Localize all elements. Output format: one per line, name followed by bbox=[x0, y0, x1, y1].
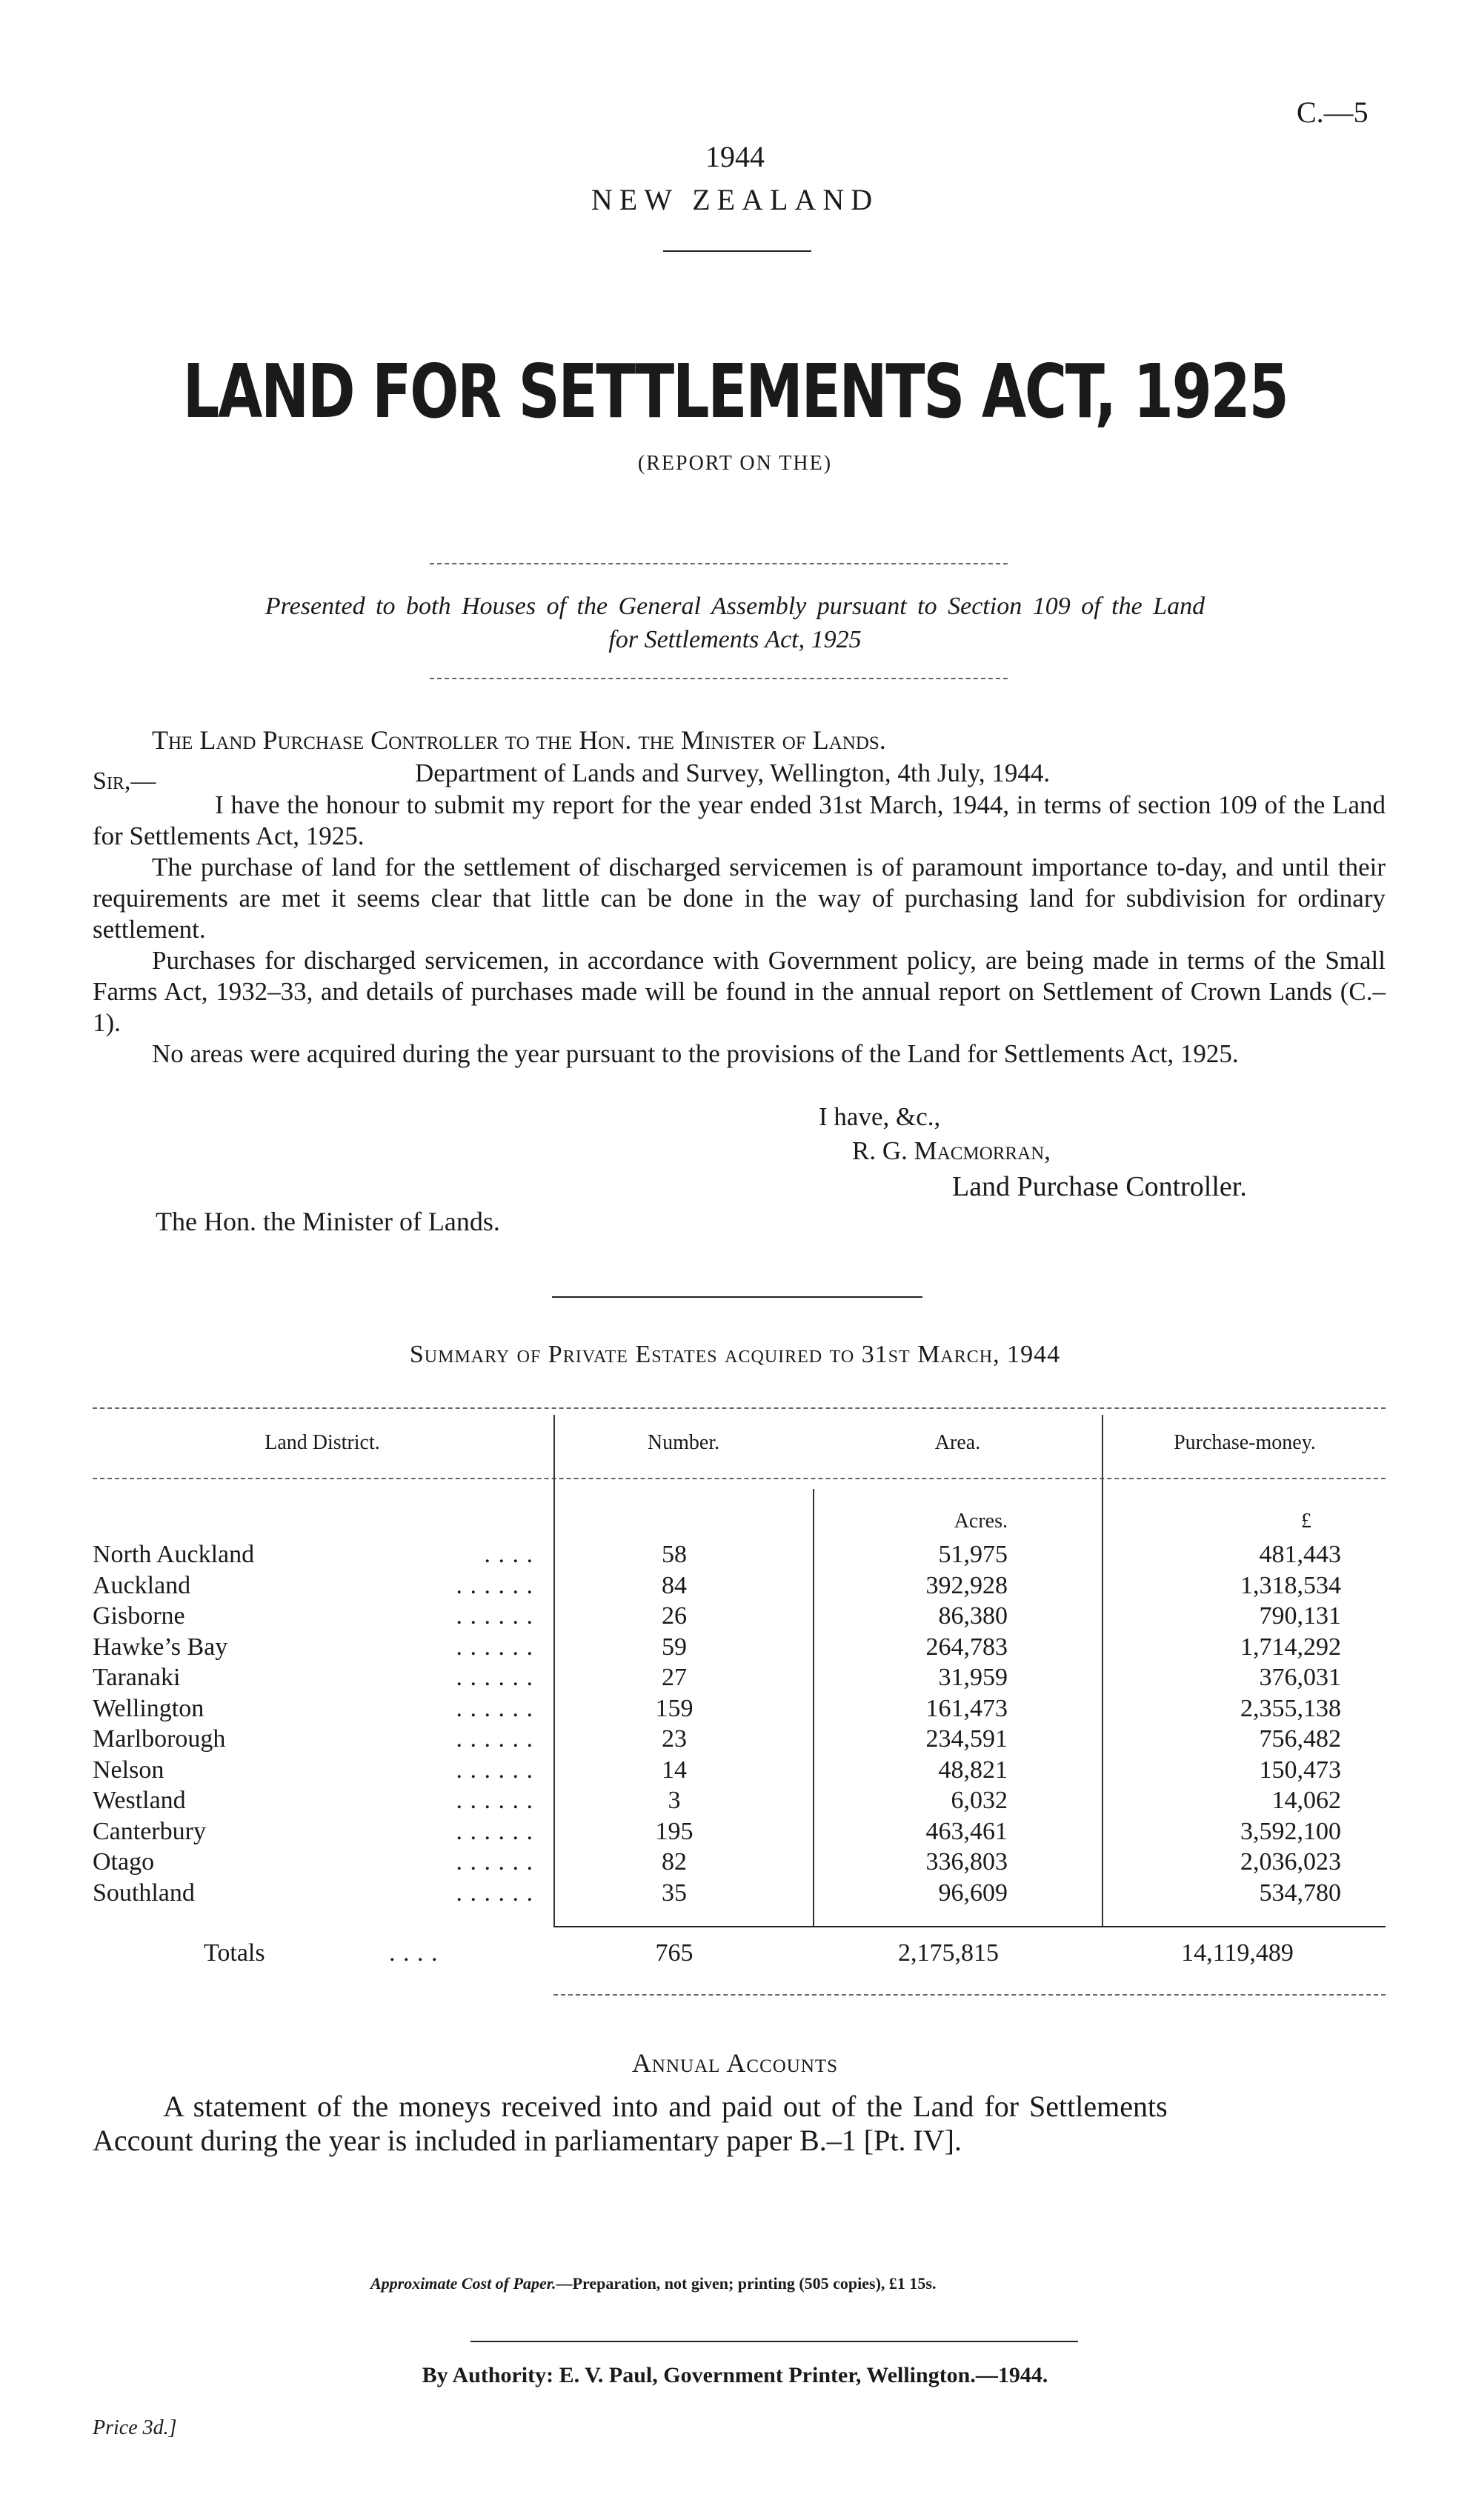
number-cell: 27 bbox=[662, 1664, 687, 1691]
number-cell: 26 bbox=[662, 1602, 687, 1630]
money-cell: 1,318,534 bbox=[1240, 1571, 1341, 1599]
area-cell: 161,473 bbox=[925, 1694, 1008, 1722]
table-top-rule bbox=[93, 1407, 1386, 1409]
leader-dots: . . . . . . bbox=[456, 1725, 533, 1753]
money-cell: 1,714,292 bbox=[1240, 1633, 1341, 1661]
column-header-area: Area. bbox=[934, 1431, 981, 1454]
district-cell: Gisborne bbox=[93, 1602, 185, 1630]
money-cell: 481,443 bbox=[1259, 1541, 1341, 1568]
money-cell: 150,473 bbox=[1259, 1756, 1341, 1784]
number-cell: 59 bbox=[662, 1633, 687, 1661]
area-cell: 6,032 bbox=[951, 1787, 1008, 1814]
totals-row bbox=[93, 1939, 1386, 1970]
area-cell: 264,783 bbox=[925, 1633, 1008, 1661]
presented-rule-bottom bbox=[430, 678, 1008, 679]
number-cell: 195 bbox=[655, 1817, 694, 1845]
letter-salutation: Sir,— bbox=[93, 767, 156, 795]
leader-dots: . . . . . . bbox=[456, 1787, 533, 1814]
district-cell: Nelson bbox=[93, 1756, 164, 1784]
district-cell: North Auckland bbox=[93, 1541, 255, 1568]
totals-leader: . . . . bbox=[389, 1939, 439, 1967]
footer-rule bbox=[470, 2341, 1078, 2342]
column-header-number: Number. bbox=[647, 1431, 720, 1454]
letter-paragraph-1: I have the honour to submit my report for the year ended 31st March, 1944, in terms of section 109 of the Land for Settlements Act, 1925. bbox=[93, 790, 1386, 850]
leader-dots: . . . . bbox=[484, 1541, 533, 1568]
district-cell: Southland bbox=[93, 1879, 195, 1907]
column-header-money: Purchase-money. bbox=[1174, 1431, 1316, 1454]
table-row bbox=[93, 1695, 1386, 1726]
district-cell: Wellington bbox=[93, 1694, 204, 1722]
money-cell: 2,355,138 bbox=[1240, 1694, 1341, 1722]
country-name: NEW ZEALAND bbox=[591, 183, 879, 216]
number-cell: 159 bbox=[655, 1694, 694, 1722]
district-cell: Hawke’s Bay bbox=[93, 1633, 228, 1661]
page-subtitle: (REPORT ON THE) bbox=[637, 452, 833, 475]
leader-dots: . . . . . . bbox=[456, 1694, 533, 1722]
area-cell: 336,803 bbox=[925, 1848, 1008, 1876]
printing-authority: By Authority: E. V. Paul, Government Printer, Wellington.—1944. bbox=[422, 2363, 1048, 2387]
summary-title: Summary of Private Estates acquired to 31st March, 1944 bbox=[409, 1341, 1061, 1368]
letter-place-date: Department of Lands and Survey, Wellington, 4th July, 1944. bbox=[415, 759, 1051, 787]
number-cell: 3 bbox=[668, 1787, 681, 1814]
area-cell: 392,928 bbox=[925, 1571, 1008, 1599]
number-cell: 23 bbox=[662, 1725, 687, 1753]
letter-signatory-title: Land Purchase Controller. bbox=[952, 1171, 1247, 1202]
table-row bbox=[93, 1879, 1386, 1910]
money-cell: 756,482 bbox=[1259, 1725, 1341, 1753]
table-row bbox=[93, 1633, 1386, 1664]
table-row bbox=[93, 1602, 1386, 1633]
district-cell: Westland bbox=[93, 1787, 186, 1814]
letter-paragraph-4: No areas were acquired during the year pursuant to the provisions of the Land for Settlements Act, 1925. bbox=[152, 1039, 1239, 1068]
district-cell: Otago bbox=[93, 1848, 155, 1876]
accounts-text-line-1: A statement of the moneys received into and paid out of the Land for Settlements bbox=[163, 2090, 1168, 2123]
number-cell: 35 bbox=[662, 1879, 687, 1907]
totals-label: Totals bbox=[204, 1939, 265, 1967]
accounts-heading: Annual Accounts bbox=[631, 2048, 839, 2078]
letter-paragraph-3: Purchases for discharged servicemen, in accordance with Government policy, are being made in terms of the Small Farms Act, 1932–33, and details of purchases made will be found in the annual report on Settlement of Crown Lands (C.–1). bbox=[93, 946, 1386, 1037]
area-cell: 463,461 bbox=[925, 1817, 1008, 1845]
totals-rule bbox=[553, 1926, 1386, 1927]
leader-dots: . . . . . . bbox=[456, 1817, 533, 1845]
presented-line-1: Presented to both Houses of the General Assembly pursuant to Section 109 of the Land bbox=[265, 593, 1205, 620]
presented-rule-top bbox=[430, 563, 1008, 564]
leader-dots: . . . . . . bbox=[456, 1879, 533, 1907]
district-cell: Canterbury bbox=[93, 1817, 206, 1845]
money-unit-label: £ bbox=[1301, 1510, 1311, 1533]
number-cell: 84 bbox=[662, 1571, 687, 1599]
number-cell: 58 bbox=[662, 1541, 687, 1568]
cost-text: —Preparation, not given; printing (505 copies), £1 15s. bbox=[556, 2274, 937, 2293]
leader-dots: . . . . . . bbox=[456, 1633, 533, 1661]
totals-money: 14,119,489 bbox=[1181, 1939, 1294, 1967]
number-cell: 14 bbox=[662, 1756, 687, 1784]
district-cell: Taranaki bbox=[93, 1664, 181, 1691]
price-label: Price 3d.] bbox=[93, 2416, 177, 2439]
header-rule bbox=[663, 250, 811, 252]
column-header-district: Land District. bbox=[265, 1431, 380, 1454]
letter-paragraph-2: The purchase of land for the settlement of discharged servicemen is of paramount importance to-day, and until their requirements are met it seems clear that little can be done in the way of purchasing land for subdivision for ordinary settlement. bbox=[93, 853, 1386, 944]
district-cell: Auckland bbox=[93, 1571, 191, 1599]
money-cell: 376,031 bbox=[1259, 1664, 1341, 1691]
area-cell: 234,591 bbox=[925, 1725, 1008, 1753]
presented-line-2: for Settlements Act, 1925 bbox=[608, 626, 862, 653]
table-row bbox=[93, 1572, 1386, 1603]
money-cell: 14,062 bbox=[1271, 1787, 1341, 1814]
area-cell: 86,380 bbox=[938, 1602, 1008, 1630]
document-code: C.—5 bbox=[1297, 96, 1368, 129]
money-cell: 3,592,100 bbox=[1240, 1817, 1341, 1845]
area-unit-label: Acres. bbox=[954, 1510, 1008, 1533]
money-cell: 790,131 bbox=[1259, 1602, 1341, 1630]
table-row bbox=[93, 1664, 1386, 1695]
table-row bbox=[93, 1541, 1386, 1572]
table-row bbox=[93, 1756, 1386, 1787]
header-bottom-rule bbox=[93, 1478, 1386, 1479]
leader-dots: . . . . . . bbox=[456, 1664, 533, 1691]
area-cell: 96,609 bbox=[938, 1879, 1008, 1907]
letter-addressee: The Land Purchase Controller to the Hon. the Minister of Lands. bbox=[152, 725, 886, 755]
letter-recipient: The Hon. the Minister of Lands. bbox=[156, 1207, 500, 1236]
number-cell: 82 bbox=[662, 1848, 687, 1876]
letter-signatory: R. G. Macmorran, bbox=[852, 1136, 1051, 1165]
area-cell: 48,821 bbox=[938, 1756, 1008, 1784]
leader-dots: . . . . . . bbox=[456, 1848, 533, 1876]
cost-of-paper bbox=[370, 2274, 936, 2293]
leader-dots: . . . . . . bbox=[456, 1571, 533, 1599]
table-row bbox=[93, 1787, 1386, 1818]
report-year: 1944 bbox=[705, 140, 765, 173]
leader-dots: . . . . . . bbox=[456, 1602, 533, 1630]
table-bottom-rule bbox=[553, 1994, 1386, 1996]
cost-label: Approximate Cost of Paper. bbox=[370, 2274, 556, 2293]
district-cell: Marlborough bbox=[93, 1725, 226, 1753]
table-row bbox=[93, 1725, 1386, 1756]
area-cell: 31,959 bbox=[938, 1664, 1008, 1691]
table-row bbox=[93, 1848, 1386, 1879]
area-cell: 51,975 bbox=[938, 1541, 1008, 1568]
accounts-text-line-2: Account during the year is included in parliamentary paper B.–1 [Pt. IV]. bbox=[93, 2124, 962, 2157]
money-cell: 2,036,023 bbox=[1240, 1848, 1341, 1876]
totals-number: 765 bbox=[655, 1939, 694, 1967]
table-row bbox=[93, 1818, 1386, 1849]
letter-end-rule bbox=[552, 1296, 922, 1298]
page-title: LAND FOR SETTLEMENTS ACT, 1925 bbox=[182, 348, 1288, 435]
letter-closing: I have, &c., bbox=[819, 1102, 941, 1131]
leader-dots: . . . . . . bbox=[456, 1756, 533, 1784]
money-cell: 534,780 bbox=[1259, 1879, 1341, 1907]
totals-area: 2,175,815 bbox=[898, 1939, 999, 1967]
